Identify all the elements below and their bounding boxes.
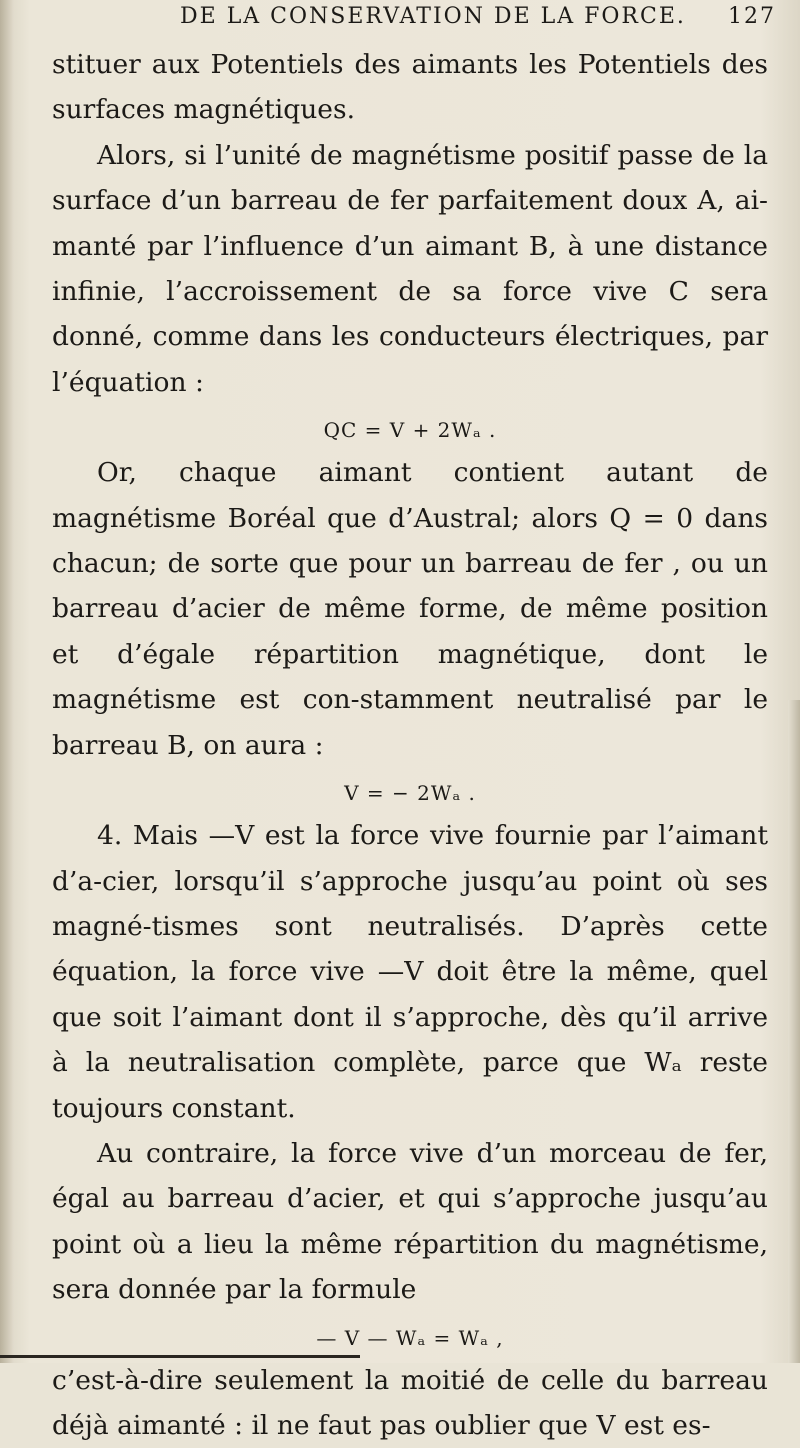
- page-header: [180, 4, 780, 38]
- paragraph: Alors, si l’unité de magnétisme positif passe de la surface d’un barreau de fer parfaitement doux A, ai-manté par l’influence d’un aimant B, à une distance infinie, l’accroissement de sa force vive C sera donné, comme dans les conducteurs électriques, par l’équation :: [52, 139, 768, 398]
- page-gutter-left: [0, 0, 14, 1363]
- bottom-edge-shadow: [0, 1355, 360, 1358]
- page-body: [52, 42, 768, 1448]
- page-number: 127: [728, 4, 776, 29]
- equation: — V — Wₐ = Wₐ ,: [316, 1325, 504, 1350]
- paragraph: c’est-à-dire seulement la moitié de celle du barreau déjà aimanté : il ne faut pas oublier que V est es-: [52, 1364, 768, 1441]
- paragraph: 4. Mais —V est la force vive fournie par l’aimant d’a-cier, lorsqu’il s’approche jusqu’au point où ses magné-tismes sont neutralisés. D’après cette équation, la force vive —V doit être la même, quel que soit l’aimant dont il s’approche, dès qu’il arrive à la neutralisation complète, parce que Wₐ reste toujours constant.: [52, 820, 768, 1124]
- running-title: DE LA CONSERVATION DE LA FORCE.: [180, 4, 686, 29]
- equation: V = − 2Wₐ .: [344, 781, 476, 806]
- paragraph: Or, chaque aimant contient autant de magnétisme Boréal que d’Austral; alors Q = 0 dans chacun; de sorte que pour un barreau de fer , ou un barreau d’acier de même forme, de même position et d’égale répartition magnétique, dont le magnétisme est con-stamment neutralisé par le barreau B, on aura :: [52, 457, 768, 761]
- paragraph: Au contraire, la force vive d’un morceau de fer, égal au barreau d’acier, et qui s’approche jusqu’au point où a lieu la même répartition du magnétisme, sera donnée par la formule: [52, 1137, 768, 1306]
- paragraph: stituer aux Potentiels des aimants les Potentiels des surfaces magnétiques.: [52, 49, 768, 126]
- page-edge-right: [788, 700, 800, 1363]
- equation: QC = V + 2Wₐ .: [323, 418, 497, 443]
